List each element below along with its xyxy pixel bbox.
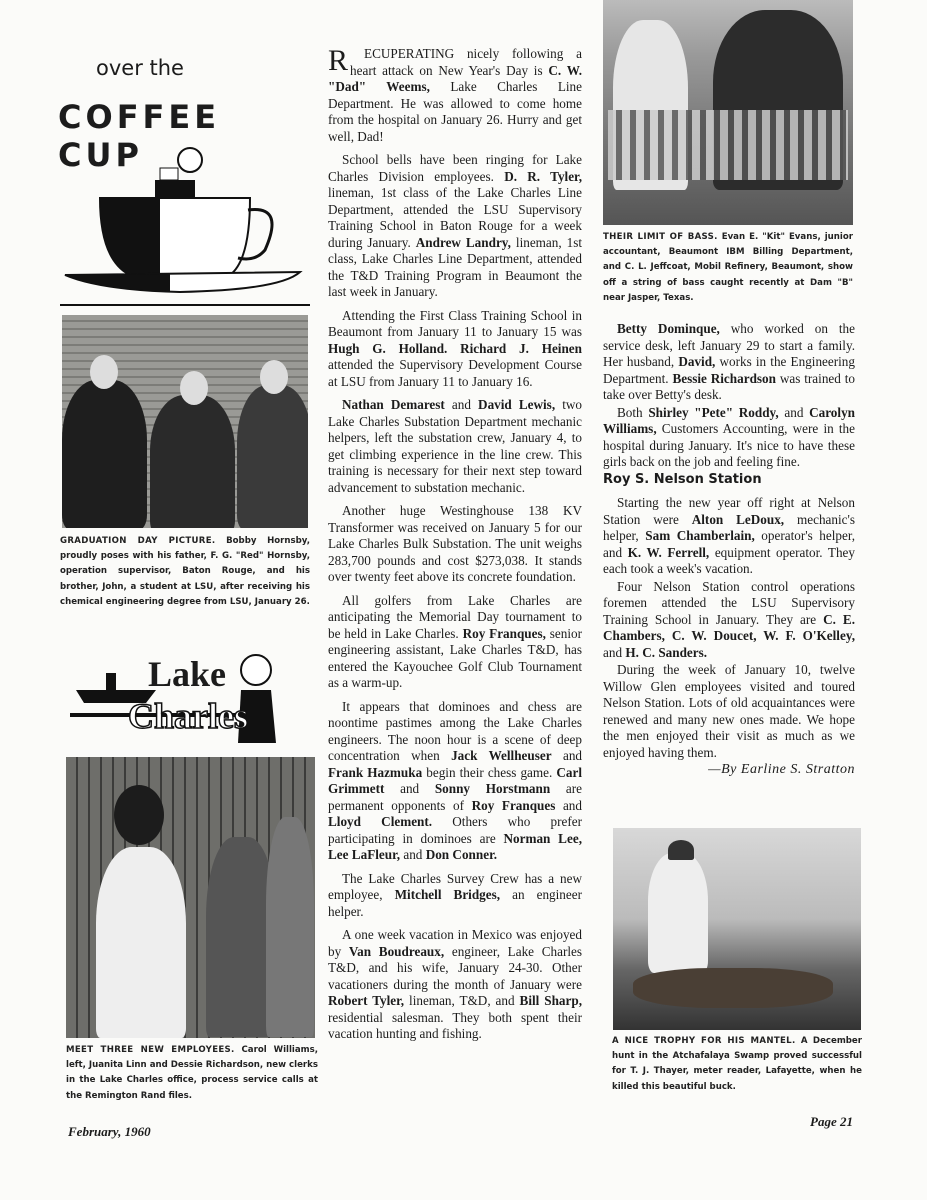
name-highlight: Andrew Landry, — [415, 234, 511, 250]
byline: —By Earline S. Stratton — [708, 762, 855, 777]
text-run: senior engineering assistant, Lake Charles T&D, has entered the Kayouchee Golf Club Tournament as a warm-up. — [328, 625, 582, 690]
text-run: It appears that dominoes and chess are noontime pastimes among the Lake Charles engineers. The noon hour is a scene of deep concentration when — [328, 698, 582, 763]
name-highlight: Norman Lee, Lee LaFleur, — [328, 830, 582, 862]
paragraph — [328, 927, 582, 1043]
text-run: are permanent opponents of — [328, 781, 582, 813]
text-run: Another huge Westinghouse 138 KV Transformer was received on January 5 for our Lake Charles Bulk Substation. The unit weighs 283,700 pounds and cost $273,038. It stands over twenty feet above its concrete foundation. — [328, 503, 582, 584]
caption-text: Bobby Hornsby, proudly poses with his father, F. G. "Red" Hornsby, operation supervisor, Baton Rouge, and his brother, John, a student at LSU, after receiving his chemical engineering degree from LSU, January 26. — [60, 536, 310, 607]
name-highlight: K. W. Ferrell, — [627, 544, 710, 560]
text-run: and — [444, 397, 479, 412]
paragraph — [603, 662, 855, 761]
paragraph — [328, 593, 582, 692]
text-run: lineman, 1st class of the Lake Charles Line Department, attended the LSU Supervisory Training School in Baton Rouge for a week during January. — [328, 185, 582, 250]
right-paragraphs — [603, 321, 855, 471]
text-run: residential salesman. They both spent their vacation hunting and fishing. — [328, 1009, 582, 1041]
section-heading: Roy S. Nelson Station — [603, 471, 762, 487]
text-run: mechanic's helper, — [603, 511, 856, 543]
text-run: lineman, T&D, and — [404, 993, 520, 1008]
text-run: engineer, Lake Charles T&D, and his wife, January 24-30. Other vacationers during the month of January were — [328, 943, 583, 992]
text-run: Customers Accounting, were in the hospital during January. It's nice to have these girls back on the job and feeling fine. — [603, 421, 855, 469]
text-run: operator's helper, and — [603, 528, 855, 560]
name-highlight: C. E. Chambers, C. W. Doucet, W. F. O'Kelley, — [603, 611, 855, 643]
name-highlight: Carl Grimmett — [328, 764, 582, 796]
text-run: Starting the new year off right at Nelson Station were — [603, 495, 855, 527]
name-highlight: Hugh G. Holland. Richard J. Heinen — [328, 340, 582, 356]
footer-date: February, 1960 — [68, 1124, 151, 1139]
text-run: who worked on the service desk, left January 29 to start a family. Her husband, — [603, 321, 855, 369]
text-run: During the week of January 10, twelve Willow Glen employees visited and toured Nelson Station. Lots of old acquaintances were renewed and many new ones made. We hope the men enjoyed their visit as much as we enjoyed having them. — [603, 662, 855, 760]
text-run: lineman, 1st class, Lake Charles Line Department, attended the T&D Training Program in Beaumont the last week in January. — [328, 234, 583, 299]
name-highlight: D. R. Tyler, — [504, 168, 582, 184]
paragraph — [328, 308, 582, 391]
text-run: Others who prefer participating in dominoes are — [328, 814, 582, 846]
new-employees-caption — [66, 1043, 318, 1104]
name-highlight: C. W. "Dad" Weems, — [328, 62, 582, 94]
logo-charles: Charles — [128, 696, 248, 736]
paragraph — [603, 579, 855, 662]
logo-lake: Lake — [148, 654, 227, 694]
text-run: works in the Engineering Department. — [603, 354, 855, 386]
paragraph — [328, 503, 582, 586]
paragraph — [328, 46, 582, 145]
trophy-photo — [613, 828, 861, 1030]
text-run: and — [555, 797, 582, 813]
lake-charles-logo — [66, 645, 286, 745]
paragraph — [328, 397, 582, 496]
text-run: two Lake Charles Substation Department mechanic helpers, left the substation crew, January 4, to get climbing experience in the line crew. This training is necessary for their next step toward advancement to substation mechanic. — [328, 397, 582, 495]
header-over-the: over the — [96, 56, 184, 80]
text-run: The Lake Charles Survey Crew has a new employee, — [328, 870, 582, 902]
paragraph — [328, 871, 582, 921]
text-run: A one week vacation in Mexico was enjoyed by — [328, 927, 582, 959]
text-run: and — [603, 644, 626, 660]
middle-paragraphs — [328, 46, 582, 1043]
caption-lead: GRADUATION DAY PICTURE. — [60, 536, 216, 546]
text-run: All golfers from Lake Charles are anticipating the Memorial Day tournament to be held in Lake Charles. — [328, 592, 582, 641]
name-highlight: Frank Hazmuka — [328, 764, 423, 780]
name-highlight: Bessie Richardson — [672, 370, 776, 386]
text-run: an engineer helper. — [328, 887, 582, 919]
new-employees-photo — [66, 757, 315, 1038]
name-highlight: Shirley "Pete" Roddy, — [648, 404, 779, 420]
name-highlight: Don Conner. — [425, 847, 498, 862]
middle-column — [328, 46, 582, 1050]
right-column — [603, 321, 855, 779]
name-highlight: Betty Dominque, — [617, 321, 720, 336]
name-highlight: Mitchell Bridges, — [394, 887, 501, 902]
caption-lead: THEIR LIMIT OF BASS. — [603, 232, 718, 242]
page-number: Page 21 — [810, 1114, 853, 1129]
paragraph — [328, 699, 582, 864]
text-run: attended the Supervisory Development Course at LSU from January 11 to January 16. — [328, 357, 582, 389]
text-run: begin their chess game. — [422, 764, 557, 780]
name-highlight: Sonny Horstmann — [434, 781, 551, 796]
text-run: and — [400, 847, 426, 862]
name-highlight: David, — [678, 354, 716, 369]
text-run: and — [551, 748, 583, 763]
header-cup: CUP — [58, 136, 143, 174]
coffee-cup-illustration — [60, 140, 310, 310]
caption-text: A December hunt in the Atchafalaya Swamp proved successful for T. J. Thayer, meter reader, Lafayette, when he killed this beautiful buck. — [612, 1036, 862, 1092]
text-run: Lake Charles Line Department. He was allowed to come home from the hospital on January 26. Hurry and get well, Dad! — [328, 79, 582, 144]
header-coffee: COFFEE — [58, 98, 221, 136]
graduation-photo — [62, 315, 308, 528]
graduation-caption — [60, 534, 310, 610]
name-highlight: David Lewis, — [478, 397, 556, 412]
name-highlight: Roy Franques, — [462, 625, 546, 641]
paragraph — [328, 152, 582, 301]
text-run: Four Nelson Station control operations foremen attended the LSU Supervisory Training School in January. They are — [603, 578, 855, 627]
name-highlight: Carolyn Williams, — [603, 404, 855, 436]
text-run: was trained to take over Betty's desk. — [603, 370, 855, 402]
text-run: and — [384, 781, 435, 796]
name-highlight: Van Boudreaux, — [348, 943, 445, 959]
drop-cap: R — [328, 44, 349, 77]
name-highlight: Robert Tyler, — [328, 993, 405, 1008]
caption-lead: MEET THREE NEW EMPLOYEES. — [66, 1045, 235, 1055]
text-run: and — [778, 404, 810, 420]
name-highlight: Alton LeDoux, — [691, 511, 785, 527]
text-run: ECUPERATING nicely following a heart attack on New Year's Day is — [350, 46, 582, 78]
name-highlight: Jack Wellheuser — [451, 748, 552, 763]
name-highlight: Lloyd Clement. — [328, 814, 433, 829]
text-run: Attending the First Class Training School in Beaumont from January 11 to January 15 was — [328, 307, 582, 339]
trophy-caption — [612, 1034, 862, 1095]
paragraph — [603, 405, 855, 471]
paragraph — [603, 495, 855, 578]
caption-text: Evan E. "Kit" Evans, junior accountant, Beaumont IBM Billing Department, and C. L. Jeffcoat, Mobil Refinery, Beaumont, show off a string of bass caught recently at Dam "B" near Jasper, Texas. — [603, 232, 853, 303]
bass-photo — [603, 0, 853, 225]
name-highlight: Roy Franques — [471, 797, 556, 813]
bass-caption — [603, 230, 853, 306]
text-run: Both — [617, 404, 649, 420]
caption-text: Carol Williams, left, Juanita Linn and Dessie Richardson, new clerks in the Lake Charles office, process service calls at the Remington Rand files. — [66, 1045, 318, 1101]
name-highlight: Bill Sharp, — [519, 993, 582, 1008]
name-highlight: Sam Chamberlain, — [645, 528, 755, 543]
paragraph — [603, 321, 855, 404]
name-highlight: H. C. Sanders. — [625, 644, 708, 660]
caption-lead: A NICE TROPHY FOR HIS MANTEL. — [612, 1036, 796, 1046]
name-highlight: Nathan Demarest — [342, 397, 445, 412]
text-run: School bells have been ringing for Lake Charles Division employees. — [328, 152, 582, 184]
nelson-paragraphs — [603, 495, 855, 761]
text-run: equipment operator. They each took a week's vacation. — [603, 544, 855, 576]
